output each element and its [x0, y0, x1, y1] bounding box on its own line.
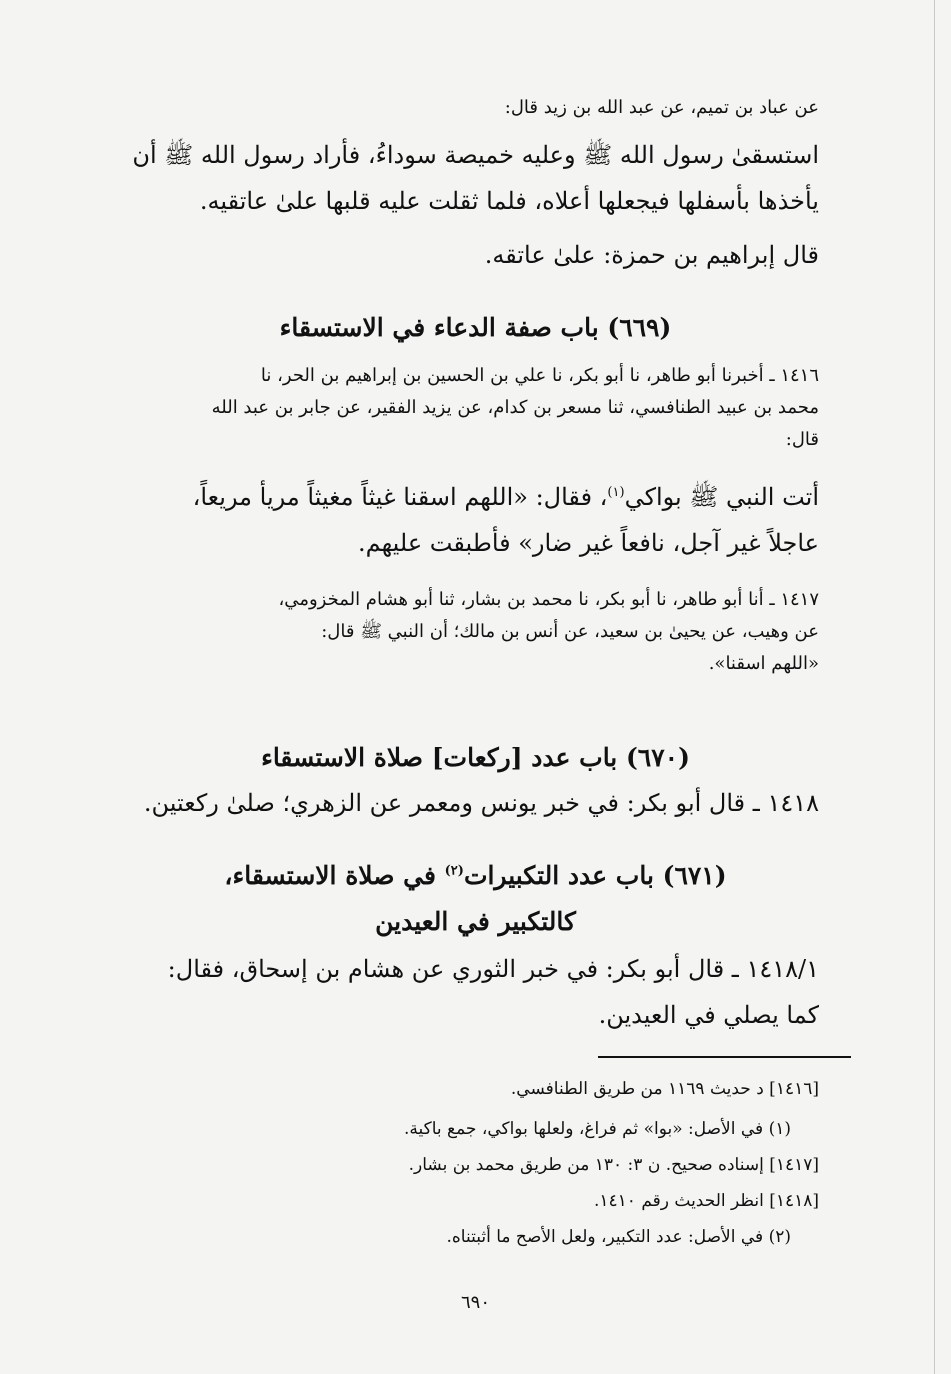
page-edge-line — [934, 0, 935, 1374]
footnote-1417: [١٤١٧] إسناده صحيح. ن ٣: ١٣٠ من طريق محمد بن بشار. — [408, 1155, 819, 1175]
footnote-1: (١) في الأصل: «بوا» ثم فراغ، ولعلها بواكي، جمع باكية. — [403, 1119, 791, 1139]
footnote-separator — [598, 1056, 851, 1058]
chain-line: قال: — [785, 429, 819, 450]
hadith-chain-intro — [100, 92, 819, 124]
hadith-1416-chain — [100, 360, 819, 456]
text-line: «اللهم اسقنا». — [708, 653, 819, 674]
footnote-ref-2: (٢) — [444, 863, 464, 879]
chapter-heading-671 — [100, 856, 851, 896]
hadith-1418 — [100, 780, 819, 826]
footnote-1416: [١٤١٦] د حديث ١١٦٩ من طريق الطنافسي. — [510, 1079, 819, 1099]
text-part: ، فقال: «اللهم اسقنا غيثاً مغيثاً مريأ مريعاً، — [192, 483, 608, 511]
hadith-1418-1 — [100, 946, 819, 1038]
note-line: قال إبراهيم بن حمزة: علىٰ عاتقه. — [484, 241, 819, 269]
text-line: استسقىٰ رسول الله ﷺ وعليه خميصة سوداءُ، فأراد رسول الله ﷺ أن — [132, 141, 819, 169]
chain-line: ١٤١٧ ـ أنا أبو طاهر، نا أبو بكر، نا محمد بن بشار، ثنا أبو هشام المخزومي، — [278, 589, 819, 610]
chapter-heading-671-line2: كالتكبير في العيدين — [375, 907, 576, 936]
chain-line: عن وهيب، عن يحيىٰ بن سعيد، عن أنس بن مالك؛ أن النبي ﷺ قال: — [321, 621, 819, 642]
chain-line: ١٤١٦ ـ أخبرنا أبو طاهر، نا أبو بكر، نا علي بن الحسين بن إبراهيم بن الحر، نا — [260, 365, 819, 386]
chain-line: عن عباد بن تميم، عن عبد الله بن زيد قال: — [504, 97, 819, 118]
footnote-ref-1: (١) — [607, 485, 625, 500]
footnote-2: (٢) في الأصل: عدد التكبير، ولعل الأصح ما أثبتناه. — [446, 1227, 791, 1247]
page-number: ٦٩٠ — [460, 1292, 490, 1313]
chapter-heading-669: (٦٦٩) باب صفة الدعاء في الاستسقاء — [279, 313, 672, 342]
text-line: ١٤١٨ ـ قال أبو بكر: في خبر يونس ومعمر عن الزهري؛ صلىٰ ركعتين. — [143, 789, 819, 817]
hadith-1416-text — [100, 474, 819, 566]
text-line: عاجلاً غير آجل، نافعاً غير ضار» فأطبقت عليهم. — [357, 529, 819, 557]
hadith-1417 — [100, 584, 819, 680]
chain-line: محمد بن عبيد الطنافسي، ثنا مسعر بن كدام، عن يزيد الفقير، عن جابر بن عبد الله — [211, 397, 819, 418]
heading-part: في صلاة الاستسقاء، — [224, 861, 445, 890]
text-line: كما يصلي في العيدين. — [598, 1001, 819, 1029]
hadith-text-intro — [100, 132, 819, 224]
chapter-heading-670: (٦٧٠) باب عدد [ركعات] صلاة الاستسقاء — [261, 743, 690, 772]
text-line: يأخذها بأسفلها فيجعلها أعلاه، فلما ثقلت عليه قلبها علىٰ عاتقيه. — [199, 187, 819, 215]
text-line — [100, 474, 819, 520]
narrator-note — [100, 232, 819, 278]
footnote-1418: [١٤١٨] انظر الحديث رقم ١٤١٠. — [593, 1191, 819, 1211]
heading-part: (٦٧١) باب عدد التكبيرات — [463, 861, 727, 890]
text-line: ١٤١٨/١ ـ قال أبو بكر: في خبر الثوري عن هشام بن إسحاق، فقال: — [167, 955, 819, 983]
text-part: أتت النبي ﷺ بواكي — [624, 483, 819, 511]
